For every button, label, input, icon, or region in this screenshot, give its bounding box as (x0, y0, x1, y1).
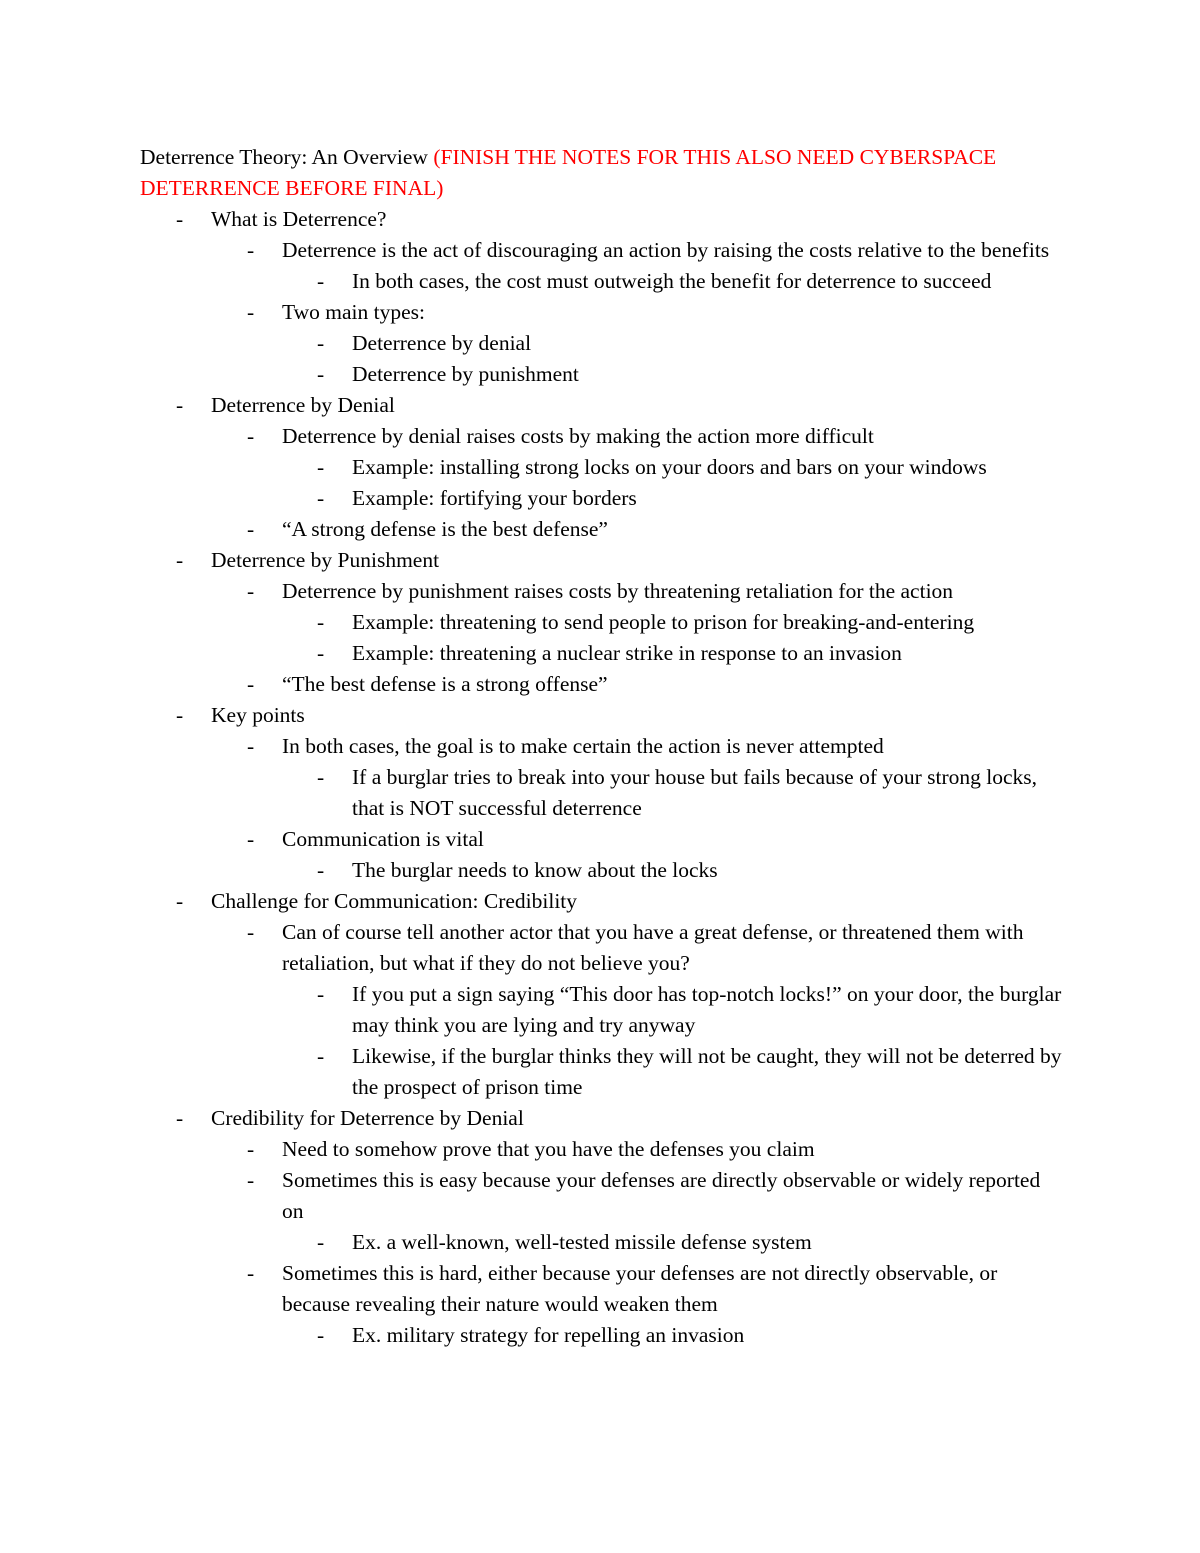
outline-item-text: Challenge for Communication: Credibility (211, 889, 578, 913)
bullet-dash: - (317, 486, 325, 510)
outline-item-text: Sometimes this is hard, either because your defenses are not directly observable, or because revealing their nature would weaken them (282, 1261, 998, 1316)
outline-item-text: The burglar needs to know about the locks (352, 858, 718, 882)
outline-item-text: Example: threatening a nuclear strike in response to an invasion (352, 641, 902, 665)
outline-item-level-2 (0, 1134, 1200, 1165)
bullet-dash: - (176, 393, 184, 417)
outline-item-text: Key points (211, 703, 305, 727)
outline-item-text: If a burglar tries to break into your house but fails because of your strong locks, that is NOT successful deterrence (352, 765, 1038, 820)
outline-item-level-3 (0, 855, 1200, 886)
outline-item-level-1 (0, 700, 1200, 731)
bullet-dash: - (317, 858, 325, 882)
outline-item-text: Deterrence by punishment (352, 362, 579, 386)
bullet-dash: - (247, 672, 255, 696)
outline-item-text: Likewise, if the burglar thinks they will not be caught, they will not be deterred by the prospect of prison time (352, 1044, 1062, 1099)
bullet-dash: - (317, 765, 325, 789)
outline-item-text: Deterrence by denial raises costs by making the action more difficult (282, 424, 874, 448)
bullet-dash: - (247, 827, 255, 851)
outline-item-text: Can of course tell another actor that you have a great defense, or threatened them with retaliation, but what if they do not believe you? (282, 920, 1024, 975)
notes-outline (0, 204, 1200, 1351)
outline-item-level-3 (0, 1041, 1200, 1103)
outline-item-level-3 (0, 1227, 1200, 1258)
bullet-dash: - (317, 331, 325, 355)
bullet-dash: - (317, 1230, 325, 1254)
outline-item-level-3 (0, 483, 1200, 514)
outline-item-level-2 (0, 917, 1200, 979)
outline-item-text: Deterrence by punishment raises costs by threatening retaliation for the action (282, 579, 954, 603)
bullet-dash: - (247, 1261, 255, 1285)
bullet-dash: - (247, 1137, 255, 1161)
outline-item-level-3 (0, 328, 1200, 359)
bullet-dash: - (317, 1323, 325, 1347)
outline-item-text: Ex. a well-known, well-tested missile defense system (352, 1230, 812, 1254)
outline-item-text: If you put a sign saying “This door has top-notch locks!” on your door, the burglar may think you are lying and try anyway (352, 982, 1062, 1037)
outline-item-level-2 (0, 514, 1200, 545)
outline-item-level-2 (0, 576, 1200, 607)
outline-item-text: Credibility for Deterrence by Denial (211, 1106, 524, 1130)
outline-item-level-2 (0, 297, 1200, 328)
outline-item-text: Two main types: (282, 300, 426, 324)
outline-item-level-3 (0, 979, 1200, 1041)
outline-item-level-3 (0, 359, 1200, 390)
outline-item-level-3 (0, 452, 1200, 483)
bullet-dash: - (176, 1106, 184, 1130)
bullet-dash: - (317, 269, 325, 293)
outline-item-level-2 (0, 1165, 1200, 1227)
outline-item-text: “A strong defense is the best defense” (282, 517, 608, 541)
outline-item-level-1 (0, 390, 1200, 421)
outline-item-text: Communication is vital (282, 827, 484, 851)
bullet-dash: - (317, 455, 325, 479)
bullet-dash: - (317, 982, 325, 1006)
outline-item-level-1 (0, 204, 1200, 235)
bullet-dash: - (317, 1044, 325, 1068)
outline-item-level-3 (0, 1320, 1200, 1351)
bullet-dash: - (247, 424, 255, 448)
bullet-dash: - (317, 610, 325, 634)
bullet-dash: - (317, 641, 325, 665)
bullet-dash: - (247, 920, 255, 944)
outline-item-level-3 (0, 762, 1200, 824)
outline-item-level-2 (0, 1258, 1200, 1320)
bullet-dash: - (247, 579, 255, 603)
outline-item-text: Sometimes this is easy because your defenses are directly observable or widely reported on (282, 1168, 1041, 1223)
bullet-dash: - (176, 207, 184, 231)
outline-item-text: Deterrence by Punishment (211, 548, 440, 572)
outline-item-text: Example: threatening to send people to prison for breaking-and-entering (352, 610, 975, 634)
bullet-dash: - (247, 238, 255, 262)
bullet-dash: - (317, 362, 325, 386)
bullet-dash: - (247, 517, 255, 541)
outline-item-text: In both cases, the cost must outweigh the benefit for deterrence to succeed (352, 269, 992, 293)
bullet-dash: - (247, 300, 255, 324)
outline-item-text: Example: fortifying your borders (352, 486, 637, 510)
outline-item-text: Deterrence by Denial (211, 393, 395, 417)
bullet-dash: - (176, 703, 184, 727)
outline-item-text: Deterrence by denial (352, 331, 532, 355)
outline-item-text: In both cases, the goal is to make certain the action is never attempted (282, 734, 884, 758)
outline-item-text: Ex. military strategy for repelling an invasion (352, 1323, 745, 1347)
outline-item-level-1 (0, 545, 1200, 576)
outline-item-level-1 (0, 1103, 1200, 1134)
outline-item-level-3 (0, 638, 1200, 669)
bullet-dash: - (176, 548, 184, 572)
bullet-dash: - (176, 889, 184, 913)
outline-item-level-2 (0, 669, 1200, 700)
outline-item-level-3 (0, 607, 1200, 638)
outline-item-text: Need to somehow prove that you have the defenses you claim (282, 1137, 815, 1161)
outline-item-text: Deterrence is the act of discouraging an action by raising the costs relative to the benefits (282, 238, 1050, 262)
outline-item-level-2 (0, 235, 1200, 266)
document-title (140, 142, 1060, 204)
bullet-dash: - (247, 734, 255, 758)
bullet-dash: - (247, 1168, 255, 1192)
title-todo-note: (FINISH THE NOTES FOR THIS ALSO NEED CYBERSPACE DETERRENCE BEFORE FINAL) (140, 145, 997, 200)
outline-item-level-2 (0, 731, 1200, 762)
outline-item-level-3 (0, 266, 1200, 297)
title-text: Deterrence Theory: An Overview (140, 145, 428, 169)
outline-item-text: Example: installing strong locks on your doors and bars on your windows (352, 455, 987, 479)
outline-item-level-2 (0, 824, 1200, 855)
outline-item-text: “The best defense is a strong offense” (282, 672, 608, 696)
outline-item-level-1 (0, 886, 1200, 917)
outline-item-text: What is Deterrence? (211, 207, 387, 231)
outline-item-level-2 (0, 421, 1200, 452)
